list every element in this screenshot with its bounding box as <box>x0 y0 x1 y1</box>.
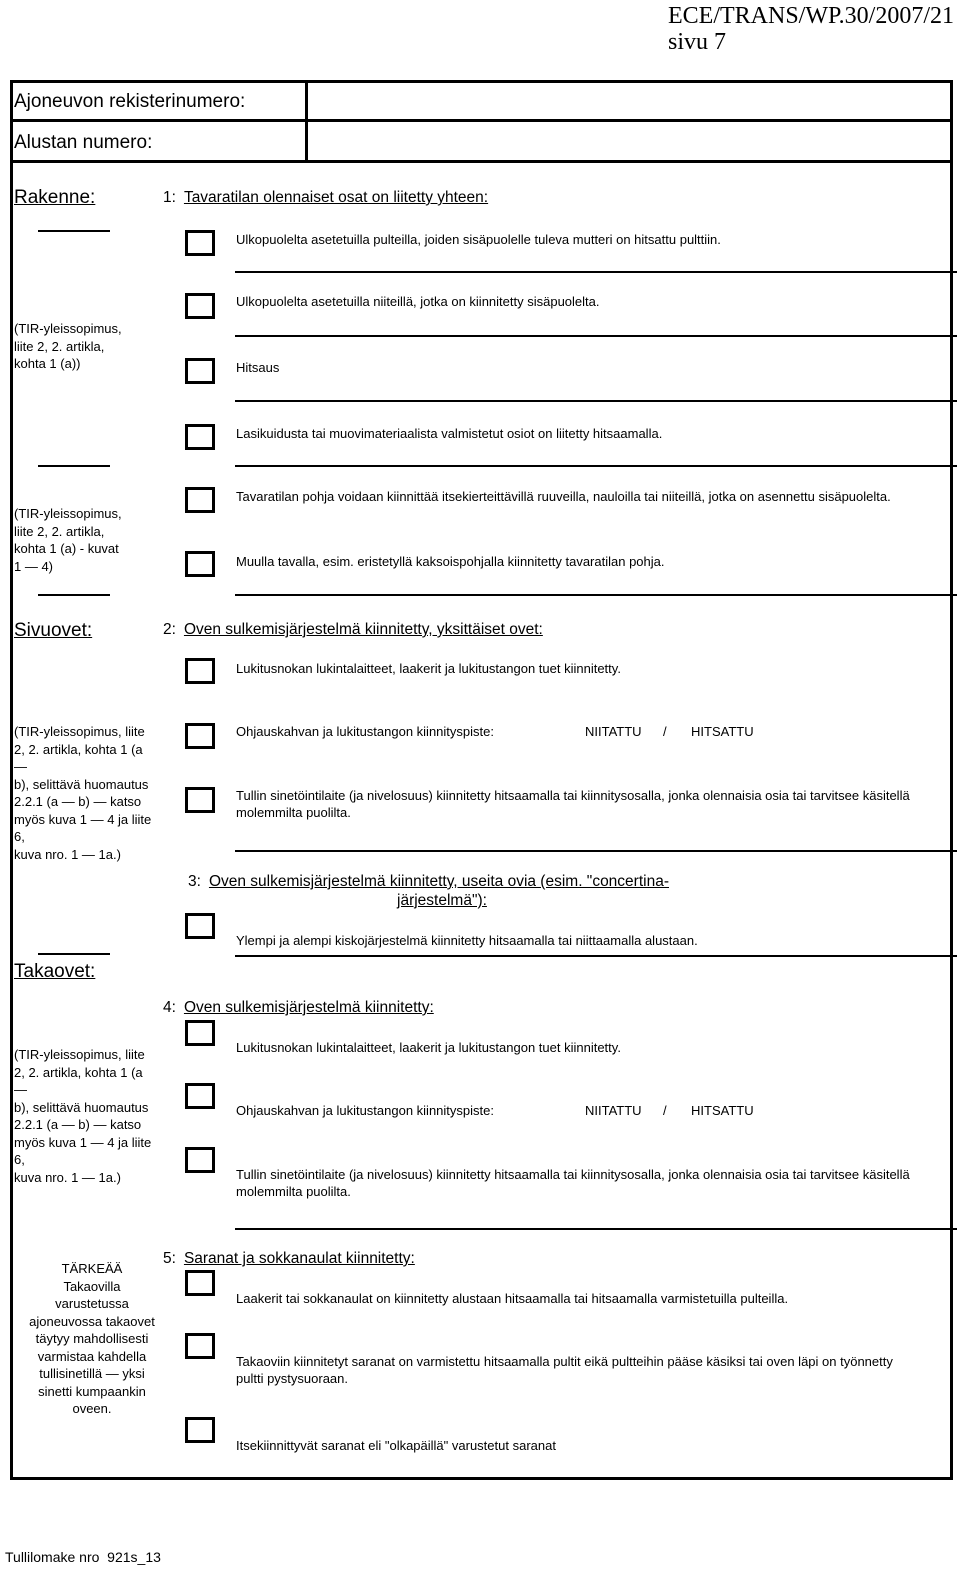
rear-doors-reference: (TIR-yleissopimus, liite 2, 2. artikla, kohta 1 (a — b), selittävä huomautus 2.2.1 (a — b) — katso myös kuva 1 — 4 ja liite 6, kuva nro. 1 — 1a.) <box>14 1047 152 1185</box>
divider <box>235 850 957 852</box>
checkbox-hinges-welded[interactable] <box>185 1333 215 1359</box>
rear-doors-label: Takaovet: <box>14 961 96 982</box>
option-fiberglass: Lasikuidusta tai muovimateriaalista valmistetut osiot on liitetty hitsaamalla. <box>236 426 663 441</box>
checkbox-side-handle-point[interactable] <box>185 723 215 749</box>
choice-separator: / <box>663 1103 667 1118</box>
checkbox-double-floor[interactable] <box>185 551 215 577</box>
checkbox-bolts[interactable] <box>185 230 215 256</box>
option-bearings: Laakerit tai sokkanaulat on kiinnitetty alustaan hitsaamalla tai hitsaamalla varmistetuilla pulteilla. <box>236 1291 789 1306</box>
section-4-heading: 4: Oven sulkemisjärjestelmä kiinnitetty: <box>163 999 434 1016</box>
choice-welded[interactable]: HITSATTU <box>691 1103 754 1118</box>
option-rear-locking-cams: Lukitusnokan lukintalaitteet, laakerit ja lukitustangon tuet kiinnitetty. <box>236 1040 621 1055</box>
option-rear-handle-point: Ohjauskahvan ja lukitustangon kiinnityspiste: NIITATTU / HITSATTU <box>236 1103 754 1118</box>
page-number: sivu 7 <box>668 29 727 55</box>
option-rear-customs-seal: Tullin sinetöintilaite (ja nivelosuus) kiinnitetty hitsaamalla tai kiinnitysosalla, jonka olennaisia osia tai tarvitsee käsitellä molemmilta puolilta. <box>236 1167 910 1199</box>
option-hinges-welded: Takaoviin kiinnitetyt saranat on varmistettu hitsaamalla pultit eikä pultteihin pääse käsiksi tai oven läpi on työnnetty pultti pystysuoraan. <box>236 1354 893 1386</box>
choice-separator: / <box>663 724 667 739</box>
checkbox-side-customs-seal[interactable] <box>185 787 215 813</box>
option-rivets: Ulkopuolelta asetetuilla niiteillä, jotka on kiinnitetty sisäpuolelta. <box>236 294 600 309</box>
section-5-heading: 5: Saranat ja sokkanaulat kiinnitetty: <box>163 1250 415 1267</box>
option-side-locking-cams: Lukitusnokan lukintalaitteet, laakerit ja lukitustangon tuet kiinnitetty. <box>236 661 621 676</box>
option-floor-screws: Tavaratilan pohja voidaan kiinnittää itsekierteittävillä ruuveilla, nauloilla tai niiteillä, jotka on asennettu sisäpuolelta. <box>236 489 891 504</box>
option-welding: Hitsaus <box>236 360 280 375</box>
form-number: Tullilomake nro 921s_13 <box>5 1549 161 1565</box>
checkbox-rear-handle-point[interactable] <box>185 1083 215 1109</box>
checkbox-rear-locking-cams[interactable] <box>185 1020 215 1046</box>
construction-reference-2: (TIR-yleissopimus, liite 2, 2. artikla, kohta 1 (a) - kuvat 1 — 4) <box>14 506 122 574</box>
choice-riveted[interactable]: NIITATTU <box>585 1103 642 1118</box>
divider <box>38 953 110 955</box>
section-3-heading: 3: Oven sulkemisjärjestelmä kiinnitetty, useita ovia (esim. "concertina- <box>188 873 669 890</box>
section-1-heading: 1: Tavaratilan olennaiset osat on liitetty yhteen: <box>163 189 489 206</box>
choice-welded[interactable]: HITSATTU <box>691 724 754 739</box>
divider <box>235 1228 957 1230</box>
chassis-label: Alustan numero: <box>14 132 153 153</box>
checkbox-rail-system[interactable] <box>185 913 215 939</box>
divider <box>235 400 957 402</box>
option-side-handle-point: Ohjauskahvan ja lukitustangon kiinnityspiste: NIITATTU / HITSATTU <box>236 724 754 739</box>
checkbox-self-locking-hinges[interactable] <box>185 1417 215 1443</box>
divider <box>235 271 957 273</box>
choice-riveted[interactable]: NIITATTU <box>585 724 642 739</box>
checkbox-floor-screws[interactable] <box>185 487 215 513</box>
checkbox-side-locking-cams[interactable] <box>185 658 215 684</box>
checkbox-rear-customs-seal[interactable] <box>185 1147 215 1173</box>
registration-label: Ajoneuvon rekisterinumero: <box>14 91 246 112</box>
checkbox-bearings[interactable] <box>185 1270 215 1296</box>
construction-label: Rakenne: <box>14 187 96 208</box>
header-divider <box>305 80 308 163</box>
side-doors-reference: (TIR-yleissopimus, liite 2, 2. artikla, kohta 1 (a — b), selittävä huomautus 2.2.1 (a — b) — katso myös kuva 1 — 4 ja liite 6, kuva nro. 1 — 1a.) <box>14 724 152 862</box>
divider <box>235 955 957 957</box>
divider <box>38 230 110 232</box>
divider <box>235 465 957 467</box>
option-side-customs-seal: Tullin sinetöintilaite (ja nivelosuus) kiinnitetty hitsaamalla tai kiinnitysosalla, jonka olennaisia osia tai tarvitsee käsitellä molemmilta puolilta. <box>236 788 910 820</box>
section-2-heading: 2: Oven sulkemisjärjestelmä kiinnitetty, yksittäiset ovet: <box>163 621 543 638</box>
important-note: TÄRKEÄÄ Takaovilla varustetussa ajoneuvossa takaovet täytyy mahdollisesti varmistaa kahdella tullisinetillä — yksi sinetti kumpaankin oveen. <box>29 1261 155 1416</box>
section-3-heading-cont: järjestelmä"): <box>397 892 487 909</box>
divider <box>235 594 957 596</box>
option-double-floor: Muulla tavalla, esim. eristetyllä kaksoispohjalla kiinnitetty tavaratilan pohja. <box>236 554 665 569</box>
construction-reference-1: (TIR-yleissopimus, liite 2, 2. artikla, kohta 1 (a)) <box>14 321 122 371</box>
divider <box>38 465 110 467</box>
option-self-locking-hinges: Itsekiinnittyvät saranat eli "olkapäillä" varustetut saranat <box>236 1438 556 1453</box>
checkbox-rivets[interactable] <box>185 293 215 319</box>
divider <box>38 594 110 596</box>
divider <box>235 335 957 337</box>
option-rail-system: Ylempi ja alempi kiskojärjestelmä kiinnitetty hitsaamalla tai niittaamalla alustaan. <box>236 933 698 948</box>
chassis-input[interactable] <box>310 127 946 159</box>
document-id: ECE/TRANS/WP.30/2007/21 <box>668 3 955 29</box>
checkbox-welding[interactable] <box>185 358 215 384</box>
option-bolts: Ulkopuolelta asetetuilla pulteilla, joiden sisäpuolelle tuleva mutteri on hitsattu pulttiin. <box>236 232 721 247</box>
registration-input[interactable] <box>310 86 946 118</box>
side-doors-label: Sivuovet: <box>14 620 93 641</box>
checkbox-fiberglass[interactable] <box>185 424 215 450</box>
